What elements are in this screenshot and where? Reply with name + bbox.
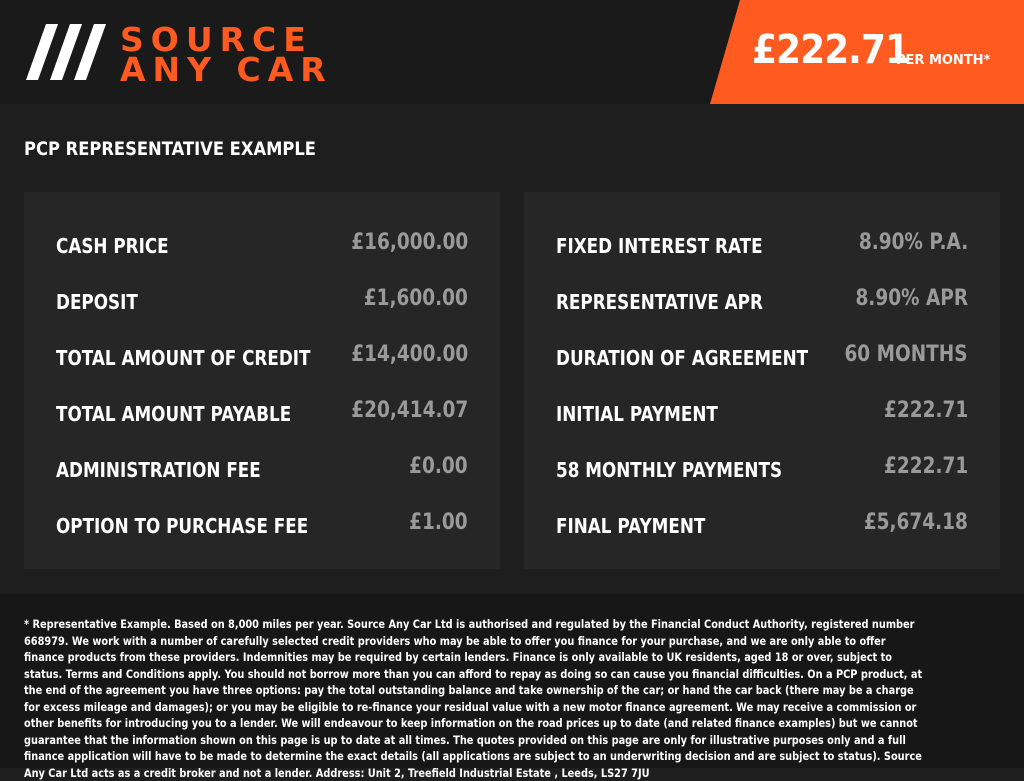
finance-row-value: £222.71 xyxy=(883,454,968,479)
finance-row xyxy=(56,454,468,484)
finance-row-value: £1,600.00 xyxy=(363,286,468,311)
finance-row xyxy=(556,398,968,428)
finance-row-label: TOTAL AMOUNT OF CREDIT xyxy=(56,346,311,370)
footer xyxy=(0,594,1024,780)
finance-row-label: FINAL PAYMENT xyxy=(556,514,706,538)
finance-row-value: £14,400.00 xyxy=(351,342,468,367)
finance-panel-right xyxy=(524,192,1000,569)
header xyxy=(0,0,1024,104)
finance-row xyxy=(556,286,968,316)
finance-row-value: £1.00 xyxy=(409,510,468,535)
finance-row-value: 8.90% P.A. xyxy=(858,230,968,255)
finance-row-label: CASH PRICE xyxy=(56,234,169,258)
finance-row-label: DURATION OF AGREEMENT xyxy=(556,346,809,370)
finance-row-label: INITIAL PAYMENT xyxy=(556,402,718,426)
finance-row-value: £222.71 xyxy=(883,398,968,423)
finance-row xyxy=(56,398,468,428)
finance-row-label: REPRESENTATIVE APR xyxy=(556,290,763,314)
finance-row-label: OPTION TO PURCHASE FEE xyxy=(56,514,309,538)
finance-row xyxy=(556,230,968,260)
finance-row-value: £5,674.18 xyxy=(863,510,968,535)
finance-row-label: FIXED INTEREST RATE xyxy=(556,234,763,258)
finance-row-value: £0.00 xyxy=(409,454,468,479)
logo-stripes-icon xyxy=(26,24,110,80)
finance-row xyxy=(556,510,968,540)
finance-disclaimer: * Representative Example. Based on 8,000 miles per year. Source Any Car Ltd is authorised and regulated by the Financial Conduct Authority, registered number 668979. We work with a number of carefully selected credit providers who may be able to offer you finance for your purchase, and we are only able to offer finance products from these providers. Indemnities may be required by certain lenders. Finance is only available to UK residents, aged 18 or over, subject to status. Terms and Conditions apply. You should not borrow more than you can afford to repay as doing so can cause you financial difficulties. On a PCP product, at the end of the agreement you have three options: pay the total outstanding balance and take ownership of the car; or hand the car back (there may be a charge for excess mileage and damages); or you may be eligible to re-finance your residual value with a new motor finance agreement. We may receive a commission or other benefits for introducing you to a lender. We will endeavour to keep information on the road prices up to date (and related finance examples) but we cannot guarantee that the information shown on this page is up to date at all times. The quotes provided on this page are only for illustrative purposes only and a full finance application will have to be made to determine the exact details (all applications are subject to an underwriting decision and are subject to status). Source Any Car Ltd acts as a credit broker and not a lender. Address: Unit 2, Treefield Industrial Estate , Leeds, LS27 7JU xyxy=(24,617,923,780)
finance-row-label: ADMINISTRATION FEE xyxy=(56,458,261,482)
finance-panel-left xyxy=(24,192,500,569)
finance-row xyxy=(556,342,968,372)
finance-row-value: 60 MONTHS xyxy=(844,342,968,367)
finance-row xyxy=(56,342,468,372)
finance-row xyxy=(556,454,968,484)
finance-row-label: 58 MONTHLY PAYMENTS xyxy=(556,458,783,482)
section-title: PCP REPRESENTATIVE EXAMPLE xyxy=(24,138,316,160)
logo-text-line1: SOURCE xyxy=(120,20,313,59)
finance-row-value: £20,414.07 xyxy=(351,398,468,423)
finance-row-label: DEPOSIT xyxy=(56,290,138,314)
monthly-price-amount: £222.71 xyxy=(752,27,909,73)
finance-row-label: TOTAL AMOUNT PAYABLE xyxy=(56,402,292,426)
finance-row xyxy=(56,230,468,260)
finance-row-value: 8.90% APR xyxy=(855,286,968,311)
finance-row xyxy=(56,510,468,540)
logo-text-line2: ANY CAR xyxy=(120,50,333,89)
monthly-price-suffix: PER MONTH* xyxy=(896,53,991,68)
finance-row xyxy=(56,286,468,316)
finance-row-value: £16,000.00 xyxy=(351,230,468,255)
